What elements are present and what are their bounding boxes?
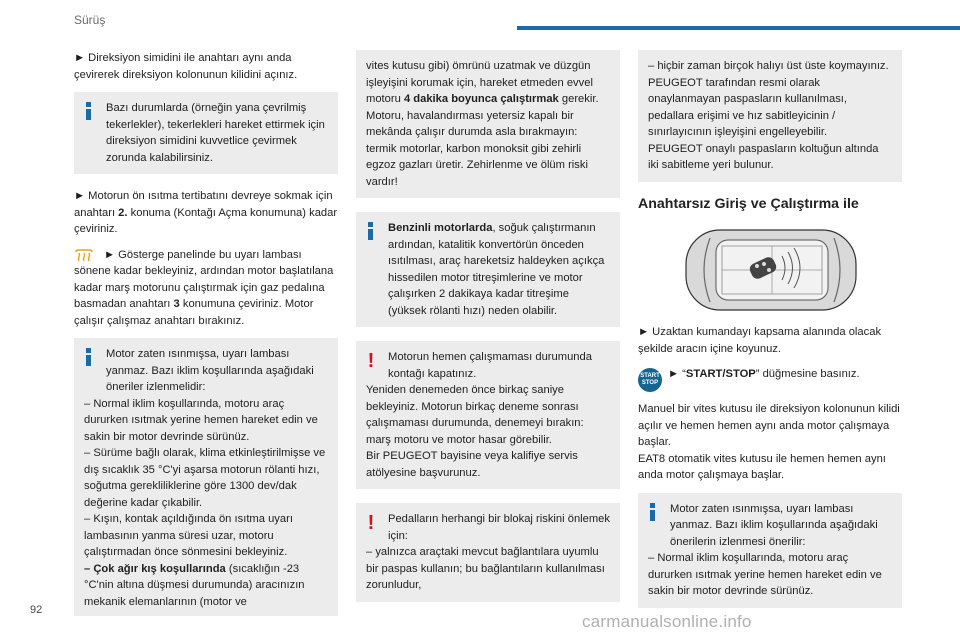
warning-icon: ! <box>367 350 375 372</box>
watermark: carmanualsonline.info <box>582 612 752 631</box>
start-stop-button-icon: START STOP <box>638 368 662 392</box>
info-icon <box>86 348 96 366</box>
column-1 <box>74 50 338 616</box>
info-text: Bazı durumlarda (örneğin yana çevrilmiş tekerlekler), tekerlekleri hareket ettirmek için direksiyon simidini kuvvetlice çevirmek zorunda kalabilirsiniz. <box>106 102 325 164</box>
info-box-continued: vites kutusu gibi) ömrünü uzatmak ve düzgün işleyişini korumak için, hareket etmeden evvel motoru 4 dakika boyunca çalıştırmak gerekir. Motoru, havalandırması yetersiz kapalı bir mekânda çalışır durumda asla bırakmayın: termik motorlar, karbon monoksit gibi zehirli egzoz gazları üretir. Zehirlenme ve ölüm riski vardır! <box>356 50 620 198</box>
car-keyless-diagram <box>638 226 902 314</box>
step-preheat: ► Motorun ön ısıtma tertibatını devreye sokmak için anahtarı 2. konuma (Kontağı Açma konumuna) kadar çeviriniz. <box>74 190 338 235</box>
step-place-remote: ► Uzaktan kumandayı kapsama alanında olacak şekilde aracın içine koyunuz. <box>638 326 882 355</box>
manual-gearbox-text: Manuel bir vites kutusu ile direksiyon kolonunun kilidi açılır ve hemen hemen aynı anda motor çalışmaya başlar. EAT8 otomatik vites kutusu ile hemen hemen aynı anda motor çalışmaya başlar. <box>638 403 900 481</box>
glow-plug-warning-icon <box>74 248 94 262</box>
warning-icon: ! <box>367 512 375 534</box>
warning-box-no-start: ! Motorun hemen çalışmaması durumunda kontağı kapatınız. Yeniden denemeden önce birkaç saniye bekleyiniz. Motorun birkaç deneme sonrası çalışmaması durumunda, denemeyi bırakın: marş motoru ve motor hasar görebilir. Bir PEUGEOT bayisine veya kalifiye servis atölyesine başvurunuz. <box>356 341 620 489</box>
info-box-warm-engine: Motor zaten ısınmışsa, uyarı lambası yanmaz. Bazı iklim koşullarında aşağıdaki öneriler izlenmelidir: – Normal iklim koşullarında, motoru araç dururken ısıtmak yerine hemen hareket edin ve sakin bir motor devrinde sürünüz. – Sürüme bağlı olarak, klima etkinleştirilmişse ve dış sıcaklık 35 °C'yi aşarsa motorun rölanti hızı, soğutma gerekliliklerine göre 1300 dev/dak değerine kadar çıkabilir. – Kışın, kontak açıldığında ön ısıtma uyarı lambasının yanma süresi uzar, motoru çalıştırmadan önce sönmesini bekleyiniz. – Çok ağır kış koşullarında (sıcaklığın -23 °C'nin altına düşmesi durumunda) aracınızın mekanik elemanlarının (motor ve <box>74 338 338 616</box>
info-box-petrol: Benzinli motorlarda, soğuk çalıştırmanın ardından, katalitik konvertörün önceden ısıtılması, araç hareketsiz haldeyken açıkça hissedilen motor titreşimlerine ve motor çalışırken 2 dakikaya kadar titreşime (yüksek rölanti hızı) neden olabilir. <box>356 212 620 327</box>
car-top-view-icon <box>638 226 902 314</box>
page-number: 92 <box>30 604 43 616</box>
step-unlock-steering: ► Direksiyon simidini ile anahtarı aynı anda çevirerek direksiyon kolonunun kilidini açınız. <box>74 52 298 81</box>
info-box-keyless-warm: Motor zaten ısınmışsa, uyarı lambası yanmaz. Bazı iklim koşullarında aşağıdaki önerilerin izlenmesi önerilir: – Normal iklim koşullarında, motoru araç dururken ısıtmak yerine hemen hareket edin ve sakin bir motor devrinde sürünüz. <box>638 493 902 608</box>
info-icon <box>368 222 378 240</box>
section-heading-keyless: Anahtarsız Giriş ve Çalıştırma ile <box>638 195 859 212</box>
column-3 <box>638 50 902 622</box>
section-title: Sürüş <box>74 13 106 27</box>
warning-box-pedals: ! Pedalların herhangi bir blokaj riskini önlemek için: – yalnızca araçtaki mevcut bağlantılara uyumlu bir paspas kullanın; bu bağlantıların kullanılması zorunludur, <box>356 503 620 602</box>
mats-box-continued: – hiçbir zaman birçok halıyı üst üste koymayınız. PEUGEOT tarafından resmi olarak onaylanmayan paspasların kullanılması, pedallara erişimi ve hız sabitleyicinin / sınırlayıcının işleyişini engelleyebilir. PEUGEOT onaylı paspasların koltuğun altında iki sabitleme yeri bulunur. <box>638 50 902 182</box>
info-icon <box>86 102 96 120</box>
info-box-steering <box>74 92 338 174</box>
column-2 <box>356 50 620 616</box>
step-press-start-stop: START STOP ► “START/STOP” düğmesine basınız. <box>638 366 902 392</box>
header-accent-bar <box>517 26 960 30</box>
step-start-engine: ► Gösterge panelinde bu uyarı lambası sönene kadar bekleyiniz, ardından motor başlatılana kadar marş motorunu çalıştırmak için gaz pedalına basmadan anahtarı 3 konumuna çeviriniz. Motor çalışır çalışmaz anahtarı bırakınız. <box>74 248 334 327</box>
info-icon <box>650 503 660 521</box>
